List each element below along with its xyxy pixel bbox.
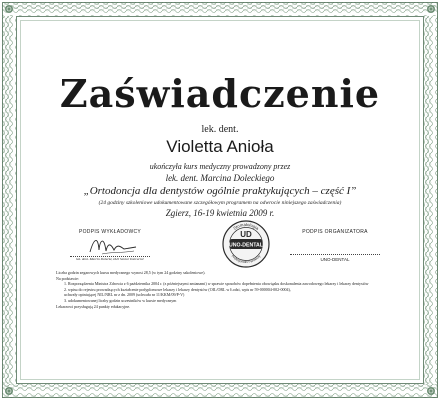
certificate-title: Zaświadczenie xyxy=(59,71,381,116)
course-intro: ukończyła kurs medyczny prowadzony przez xyxy=(149,162,291,171)
organizer-name: UNO-DENTAL xyxy=(320,257,350,262)
notes-line: Liczba godzin zegarowych kursu medycznego wynosi 28,5 (w tym 24 godziny szkoleniowe). xyxy=(56,270,206,275)
hours-note: (24 godziny szkoleniowe udokumentowane szczegółowym programem na odwrocie niniejszego zaświadczenia) xyxy=(98,200,342,206)
organizer-signature-label: PODPIS ORGANIZATORA xyxy=(302,229,368,235)
stamp-top-text: Stomatologia xyxy=(232,221,260,231)
stamp-mark: UD xyxy=(240,230,252,239)
notes-line: uchwały opiniującej NIL/NRL nr z dn. 2009 (uchwała nr 11/KKM/09/P-V) xyxy=(64,292,185,298)
recipient-prefix: lek. dent. xyxy=(201,124,239,135)
place-date: Zgierz, 16-19 kwietnia 2009 r. xyxy=(165,208,275,218)
notes-line: 1. Rozporządzenia Ministra Zdrowia z 6 października 2004 r. (z późniejszymi zmianami) w sprawie sposobów dopełnienia obowiązku doskonalenia zawodowego lekarzy i lekarzy dentystów xyxy=(64,281,369,287)
uno-dental-stamp xyxy=(222,220,270,268)
certificate-notes xyxy=(56,270,386,309)
lecturer-signature xyxy=(84,232,148,258)
organizer-signature-line xyxy=(290,254,380,255)
stamp-bottom-text: Profesjonalni Partnerzy xyxy=(230,254,262,265)
notes-line: Na podstawie: xyxy=(56,275,79,281)
notes-line: Lekarzowi przysługują 24 punkty edukacyjne. xyxy=(56,303,131,309)
recipient-name: Violetta Anioła xyxy=(166,137,274,156)
notes-line: 2. wpisu do rejestru prowadzących kształcenie podyplomowe lekarzy i lekarzy dentystów (OIL/ORL w Łodzi, wpis nr 59-000004-002-0004), xyxy=(64,286,291,292)
lecturer-signature-label: PODPIS WYKŁADOWCY xyxy=(78,229,142,235)
notes-line: 3. udokumentowanej liczby godzin uczestników w kursie medycznym xyxy=(64,297,177,303)
course-instructor: lek. dent. Marcina Doleckiego xyxy=(165,173,275,183)
lecturer-caption: lek. dent. Marcin Dolecki, IAO Senior Instructor xyxy=(75,257,144,261)
course-title: „Ortodoncja dla dentystów ogólnie praktykujących – część I” xyxy=(83,185,357,197)
stamp-brand: UNO-DENTAL xyxy=(229,242,263,249)
